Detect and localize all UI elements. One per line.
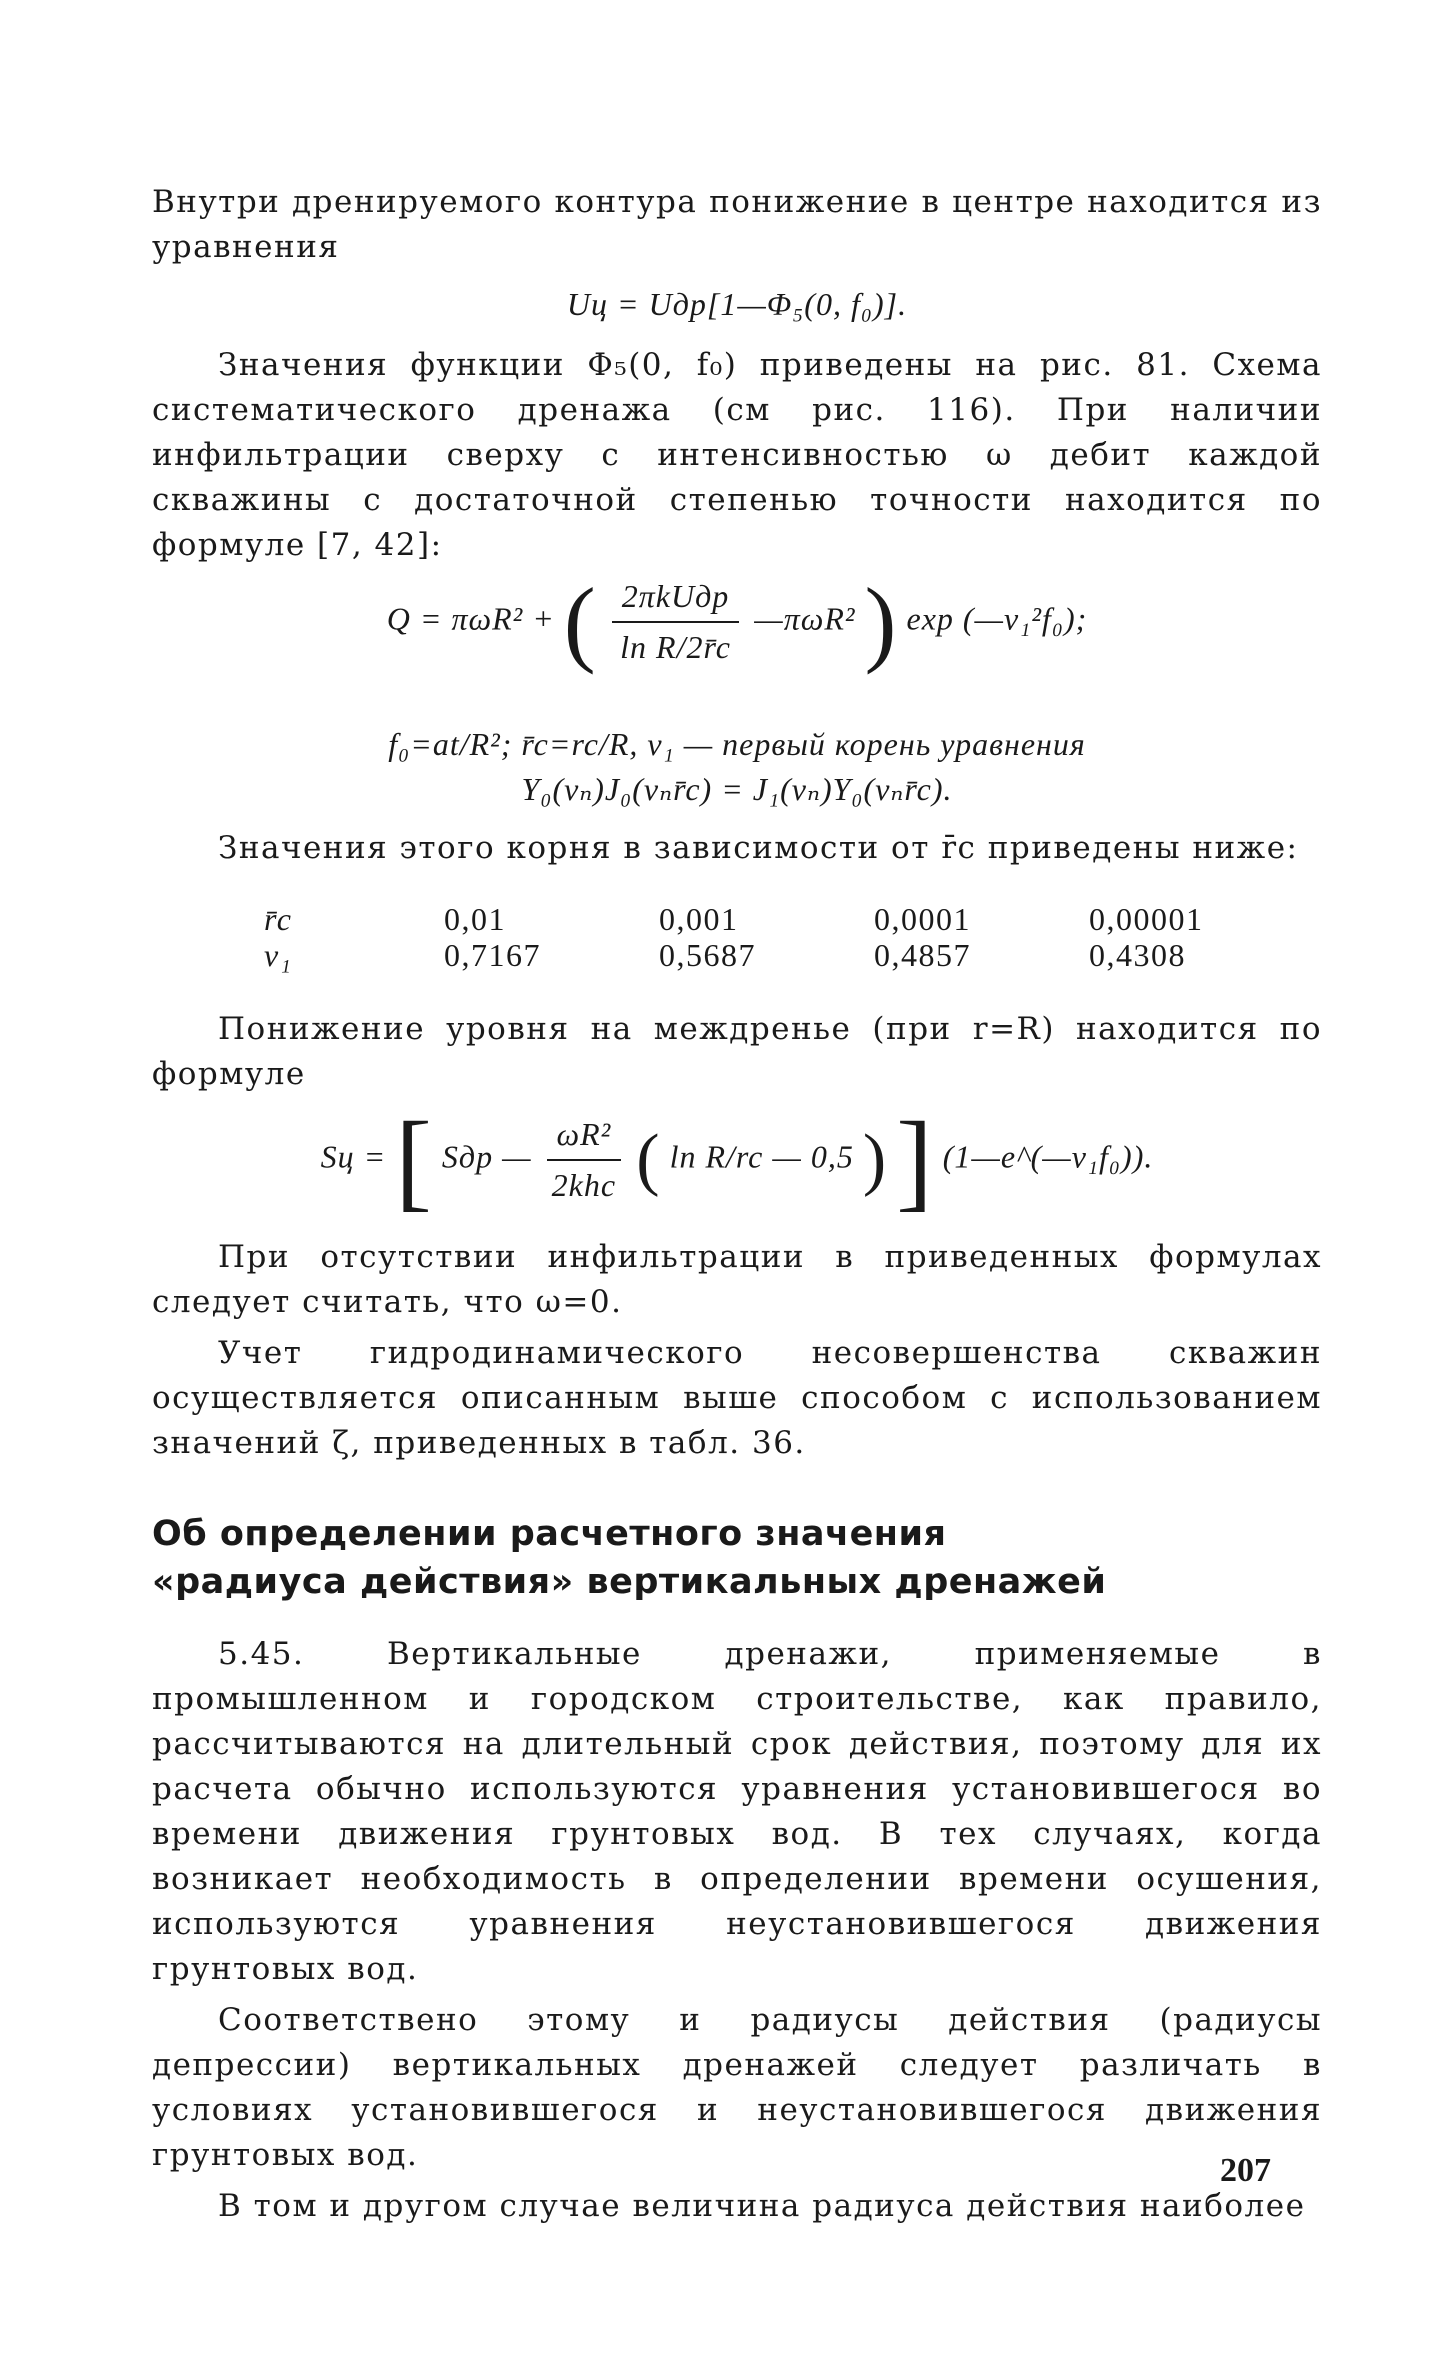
right-bracket: ]	[896, 1099, 934, 1221]
section-heading	[152, 1510, 1322, 1606]
formula-s-ln: ln R/rc — 0,5	[669, 1138, 854, 1175]
table-cell: 0,5687	[659, 937, 756, 973]
formula-s	[152, 1099, 1322, 1225]
paragraph-8: Соответствено этому и радиусы действия (радиусы депрессии) вертикальных дренажей следует различать в условиях установившегося и неустановившегося движения грунтовых вод.	[152, 2002, 1322, 2173]
table-cell: 0,00001	[1089, 901, 1204, 937]
heading-line-2: «радиуса действия» вертикальных дренажей	[152, 1562, 1107, 1602]
inner-left-paren: (	[636, 1121, 661, 1198]
formula-u-center: Uц = Uдр[1—Φ₅(0, f₀)].	[566, 286, 908, 322]
row-label: r̄c	[264, 901, 293, 937]
table-row	[264, 937, 1304, 973]
paragraph-9: В том и другом случае величина радиуса действия наиболее	[218, 2188, 1306, 2224]
left-bracket: [	[395, 1099, 433, 1221]
page-number: 207	[1220, 2152, 1271, 2189]
formula-s-a: Sдр —	[441, 1138, 532, 1175]
formula-s-tail: (1—e^(—ν₁f₀)).	[942, 1138, 1154, 1175]
inner-right-paren: )	[862, 1121, 888, 1198]
formula-q-lhs: Q = πωR² +	[386, 600, 555, 637]
text-column	[152, 180, 1322, 2229]
paragraph-1: Внутри дренируемого контура понижение в центре находится из уравнения	[152, 184, 1322, 265]
formula-q-denominator: ln R/2r̄c	[620, 629, 731, 665]
formula-s-denominator: 2khc	[551, 1167, 617, 1203]
formula-q-fraction	[612, 574, 740, 670]
formula-q-mid: —πωR²	[754, 600, 856, 637]
table-cell: 0,4857	[874, 937, 971, 973]
paragraph-2: Значения функции Φ₅(0, f₀) приведены на рис. 81. Схема систематического дренажа (см рис. 116). При наличии инфильтрации сверху с интенсивностью ω дебит каждой скважины с достаточной степенью точности находится по формуле [7, 42]:	[152, 347, 1322, 563]
table-cell: 0,001	[659, 901, 739, 937]
heading-line-1: Об определении расчетного значения	[152, 1514, 947, 1554]
root-values-table	[264, 901, 1304, 973]
formula-s-fraction	[547, 1112, 622, 1208]
formula-f0: f₀=at/R²; r̄c=rc/R, ν₁ — первый корень уравнения	[388, 726, 1086, 762]
formula-bessel: Y₀(νₙ)J₀(νₙr̄c) = J₁(νₙ)Y₀(νₙr̄c).	[521, 771, 953, 807]
formula-q-numerator: 2πkUдр	[612, 574, 740, 623]
right-paren: )	[864, 568, 898, 675]
left-paren: (	[563, 568, 597, 675]
paragraph-4: Понижение уровня на междренье (при r=R) находится по формуле	[152, 1011, 1322, 1092]
paragraph-5: При отсутствии инфильтрации в приведенных формулах следует считать, что ω=0.	[152, 1239, 1322, 1320]
formula-q-tail: exp (—ν₁²f₀);	[906, 600, 1088, 637]
table-cell: 0,4308	[1089, 937, 1186, 973]
formula-s-numerator: ωR²	[547, 1112, 622, 1161]
row-label: ν₁	[264, 937, 293, 973]
table-cell: 0,0001	[874, 901, 971, 937]
table-row	[264, 901, 1304, 937]
paragraph-7: 5.45. Вертикальные дренажи, применяемые в промышленном и городском строительстве, как правило, рассчитываются на длительный срок действия, поэтому для их расчета обычно используются уравнения установившегося во времени движения грунтовых вод. В тех случаях, когда возникает необходимость в определении времени осушения, используются уравнения неустановившегося движения грунтовых вод.	[152, 1636, 1322, 1987]
table-cell: 0,01	[444, 901, 506, 937]
paragraph-6: Учет гидродинамического несовершенства скважин осуществляется описанным выше способом с использованием значений ζ, приведенных в табл. 36.	[152, 1335, 1322, 1461]
formula-s-lhs: Sц =	[320, 1138, 387, 1175]
formula-q	[152, 568, 1322, 714]
table-cell: 0,7167	[444, 937, 541, 973]
paragraph-3: Значения этого корня в зависимости от r̄c приведены ниже:	[218, 830, 1299, 866]
